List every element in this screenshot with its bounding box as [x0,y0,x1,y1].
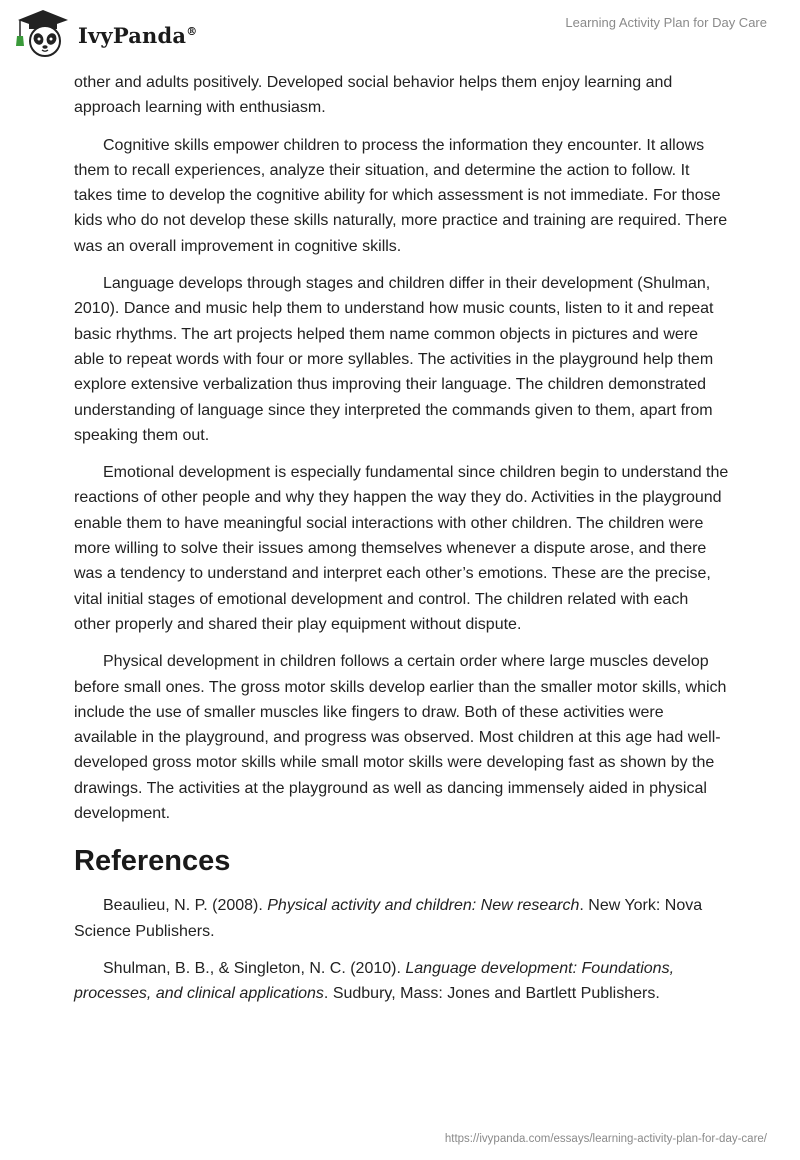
paragraph-emotional: Emotional development is especially fundamental since children begin to understand the reactions of other people and why they happen the way they do. Activities in the playground enable them to have meaningful social interactions with other children. The children were more willing to solve their issues among themselves whenever a dispute arose, and there was a tendency to understand and interpret each other’s emotions. These are the precise, vital initial stages of emotional development and control. The children related with each other properly and shared their play equipment without dispute. [74,464,729,633]
paragraph-cognitive: Cognitive skills empower children to process the information they encounter. It allows them to recall experiences, analyze their situation, and determine the action to follow. It takes time to develop the cognitive ability for which assessment is not immediate. For those kids who do not develop these skills naturally, more practice and training are required. There was an overall improvement in cognitive skills. [74,136,728,255]
source-url-link[interactable]: https://ivypanda.com/essays/learning-activity-plan-for-day-care/ [444,1133,767,1145]
paragraph-physical: Physical development in children follows a certain order where large muscles develop before small ones. The gross motor skills develop earlier than the smaller motor skills, which include the use of smaller muscles like fingers to draw. Both of these activities were available in the playground, and progress was observed. Most children at this age had well-developed gross motor skills while small motor skills were developing fast as shown by the drawings. The activities at the playground as well as dancing immensely aided in physical development. [74,653,727,823]
reference-item [74,956,729,1007]
brand-logo[interactable] [14,8,197,58]
document-title: Learning Activity Plan for Day Care [565,15,767,30]
reference-publisher: . Sudbury, Mass: Jones and Bartlett Publishers. [323,985,660,1003]
paragraph-social-continuation: other and adults positively. Developed social behavior helps them enjoy learning and approach learning with enthusiasm. [74,74,673,117]
reference-item [74,893,729,944]
brand-name: IvyPanda® [78,22,198,48]
panda-graduation-cap-icon [14,8,72,58]
references-heading: References [74,845,231,878]
paragraph-language: Language develops through stages and children differ in their development (Shulman, 2010). Dance and music help them to understand how music counts, listen to it and repeat basic rhythms. The art projects helped them name common objects in pictures and were able to repeat words with four or more syllables. The activities in the playground help them explore extensive verbalization thus improving their language. The children demonstrated understanding of language since they interpreted the commands given to them, apart from speaking them out. [74,275,714,444]
page-header [0,0,800,70]
reference-authors: Beaulieu, N. P. (2008). [103,897,268,915]
reference-title: Physical activity and children: New research [267,897,580,915]
reference-authors: Shulman, B. B., & Singleton, N. C. (2010). [103,959,406,977]
reference-title: Language development: Foundations, processes, and clinical applications [74,959,675,1003]
reference-publisher: . New York: Nova Science Publishers. [74,897,703,940]
essay-content [74,70,729,1019]
